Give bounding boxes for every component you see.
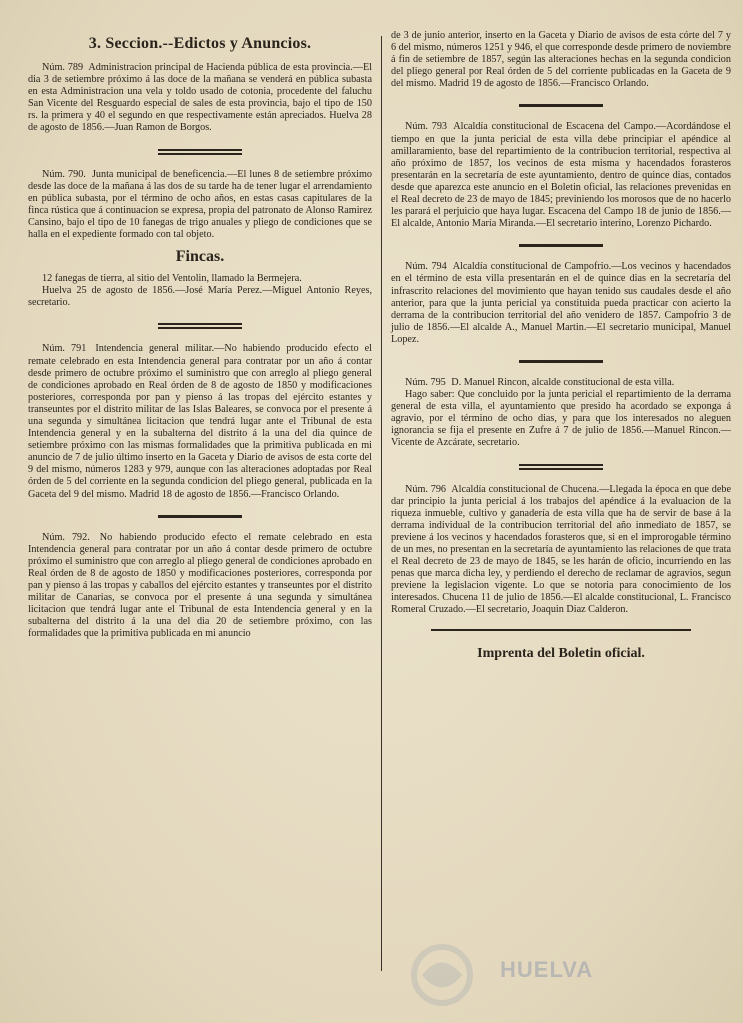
notice-793 [391,121,731,230]
notice-number: Núm. 794 [405,261,447,273]
separator-rule [519,104,603,107]
notice-789 [28,62,372,135]
separator-rule [431,629,691,631]
notice-796 [391,484,731,617]
printer-footer: Imprenta del Boletin oficial. [477,645,645,661]
notice-text: No habiendo producido efecto el remate celebrado en esta Intendencia general para contratar por un año á contar desde primero de octubre próximo el suministro que con arreglo al pliego general de condiciones aprobado en Real órden de 8 de agosto de 1850 y modificaciones posteriores, corresponda por pan y pienso á las tropas y caballos del ejército estantes y transeuntes por el distrito militar de Canarias, se convoca por el presente á una segunda y simultánea licitacion que tendrá lugar ante el Tribunal de esta Intendencia general y en la subalterna del distrito á la una del dia 20 de setiembre próximo, con las formalidades que la primitiva publicada en mi anuncio [28,531,372,640]
notice-text: Administracion principal de Hacienda pública de esta provincia.—El dia 3 de setiembre próximo á las doce de la mañana se venderá en pública subasta en esta Administracion una vela y toldo usado de cotonia, procedente del faluchu San Vicente del Resguardo especial de sales de esta provincia, bajo el tipo de 150 rs. la primera y 40 el segundo en que respectivamente están apreciados. Huelva 28 de agosto de 1856.—Juan Ramon de Borgos. [28,62,372,134]
notice-795-heading [391,377,731,389]
separator-rule [158,149,242,155]
notice-792 [28,532,372,641]
notice-text: Alcaldía constitucional de Escacena del Campo.—Acordándose el tiempo en que la junta pericial de esta villa debe principiar el apéndice al amillaramiento, base del repartimiento de la contribucion territorial, respectiva al año próximo de 1857, los vecinos de esta misma y hacendados forasteros presentarán en la secretaría de este ayuntamiento, dentro de quince dias, contados desde que aparezca este anuncio en el Boletin oficial, las relaciones prevenidas en el Real decreto de 23 de mayo de 1845; previniendo los morosos que de no hacerlo les parará el perjuicio que haya lugar. Escacena del Campo 18 de junio de 1856.—El alcalde, Antonio María Miranda.—El secretario interino, Lorenzo Pichardo. [391,121,732,230]
notice-number: Núm. 793 [405,121,448,133]
watermark-text: HUELVA [500,957,594,982]
notice-text: Intendencia general militar.—No habiendo producido efecto el remate celebrado en esta Intendencia general para contratar por un año á contar desde primero de octubre próximo el suministro que con arreglo al pliego general de condiciones aprobado en Real órden de 8 de agosto de 1850 y modificaciones posteriores, corresponda por pan y pienso á las tropas del ejército estantes y transeuntes por el distrito militar de las Islas Baleares, se convoca por el presente á una segunda y simultánea licitacion que tendrá lugar ante el Tribunal de esta Intendencia general y en la subalterna del distrito á la una del dia quince de setiembre próximo con las mismas formalidades que la primitiva publicada en mi anuncio de 7 de julio último inserto en la Gaceta y Diario de avisos de esta corte del 9 del mismo, números 1283 y 979, aunque con las alteraciones adoptadas por Real órden de 5 del corriente en la segunda condicion del pliego general, publicada en la Gaceta del 9 del mismo. Madrid 18 de agosto de 1856.—Francisco Orlando. [28,343,372,500]
separator-rule [519,464,603,470]
notice-heading: D. Manuel Rincon, alcalde constitucional de esta villa. [451,376,675,388]
notice-794 [391,261,731,346]
finca-signature: Huelva 25 de agosto de 1856.—José María Perez.—Miguel Antonio Reyes, secretario. [28,285,372,309]
fincas-heading: Fincas. [175,248,225,266]
left-column [28,30,372,640]
notice-791 [28,343,372,500]
notice-number: Núm. 790. [42,168,86,180]
notice-795-text: Hago saber: Que concluido por la junta pericial el repartimiento de la derrama general de esta villa, el ayuntamiento que presido ha acordado se exponga á agravio, por el término de ocho dias, y para que los interesados no aleguen ignorancia se fija el presente en Zufre á 7 de julio de 1856.—Manuel Rincon.—Vicente de Azcárate, secretario. [391,389,731,449]
notice-number: Núm. 792. [42,531,90,543]
column-divider [381,36,382,971]
notice-text: Alcaldía constitucional de Campofrio.—Los vecinos y hacendados en el término de esta villa presentarán en el de quince dias en la secretaría del infrascrito relaciones del movimiento que hayan tenido sus caudales desde el año anterior, para que la junta pericial ya constituida pueda practicar con acierto la derrama de la contribucion territorial del año venidero de 1857. Campofrio 3 de julio de 1856.—El alcalde A., Manuel Martin.—El secretario municipal, Manuel Lopez. [391,261,732,345]
notice-text: Alcaldía constitucional de Chucena.—Llegada la época en que debe dar principio la junta pericial á los trabajos del apéndice á la evaluacion de la riqueza inmueble, cultivo y ganadería de esta villa que ha de servir de base á la derrama individual de la contribucion territorial del año inmediato de 1857, se previene á los vecinos y hacendados forasteros que, si en el improrogable término de un mes, no presentan en la secretaría de ayuntamiento las relaciones de que trata el Real decreto de 23 de mayo de 1845, se les harán de oficio, incurriendo en las penas que marca dicha ley, y perdiendo el derecho de reclamar de agravios, segun previene la legislacion vigente. Lo que se notoria para conocimiento de los interesados. Chucena 11 de julio de 1856.—El alcalde constitucional, L. Francisco Romeral Cruzado.—El secretario, Joaquin Diaz Calderon. [391,483,731,616]
notice-number: Núm. 789 [42,62,84,73]
separator-rule [158,515,242,518]
separator-rule [519,244,603,247]
notice-790 [28,169,372,242]
separator-rule [519,360,603,363]
notice-text: Junta municipal de beneficencia.—El lunes 8 de setiembre próximo desde las doce de la mañana á las dos de su tarde ha de tener lugar el arrendamiento en pública subasta, por el término de ocho años, en estas casas capitulares de la finca rústica que á continuacion se expresa, propia del patronato de Alonso Ramirez Cansino, bajo el tipo de 10 fanegas de trigo anuales y pliego de condiciones que se halla en el expediente formado con tal objeto. [28,168,373,241]
section-title: 3. Seccion.--Edictos y Anuncios. [88,35,312,52]
right-column [391,30,731,663]
notice-number: Núm. 795 [405,376,446,388]
notice-792-continuation: de 3 de junio anterior, inserto en la Gaceta y Diario de avisos de esta córte del 7 y 6 del mismo, números 1251 y 946, el que corresponde desde primero de noviembre á fin de setiembre de 1857, según las alteraciones hechas en la segunda condicion del pliego general por Real órden de 5 del corriente publicadas en la Gaceta de 9 del mismo. Madrid 19 de agosto de 1856.—Francisco Orlando. [391,30,731,90]
finca-description: 12 fanegas de tierra, al sitio del Ventolin, llamado la Bermejera. [42,273,302,285]
notice-number: Núm. 796 [405,483,447,495]
notice-number: Núm. 791 [42,343,87,355]
separator-rule [158,323,242,329]
